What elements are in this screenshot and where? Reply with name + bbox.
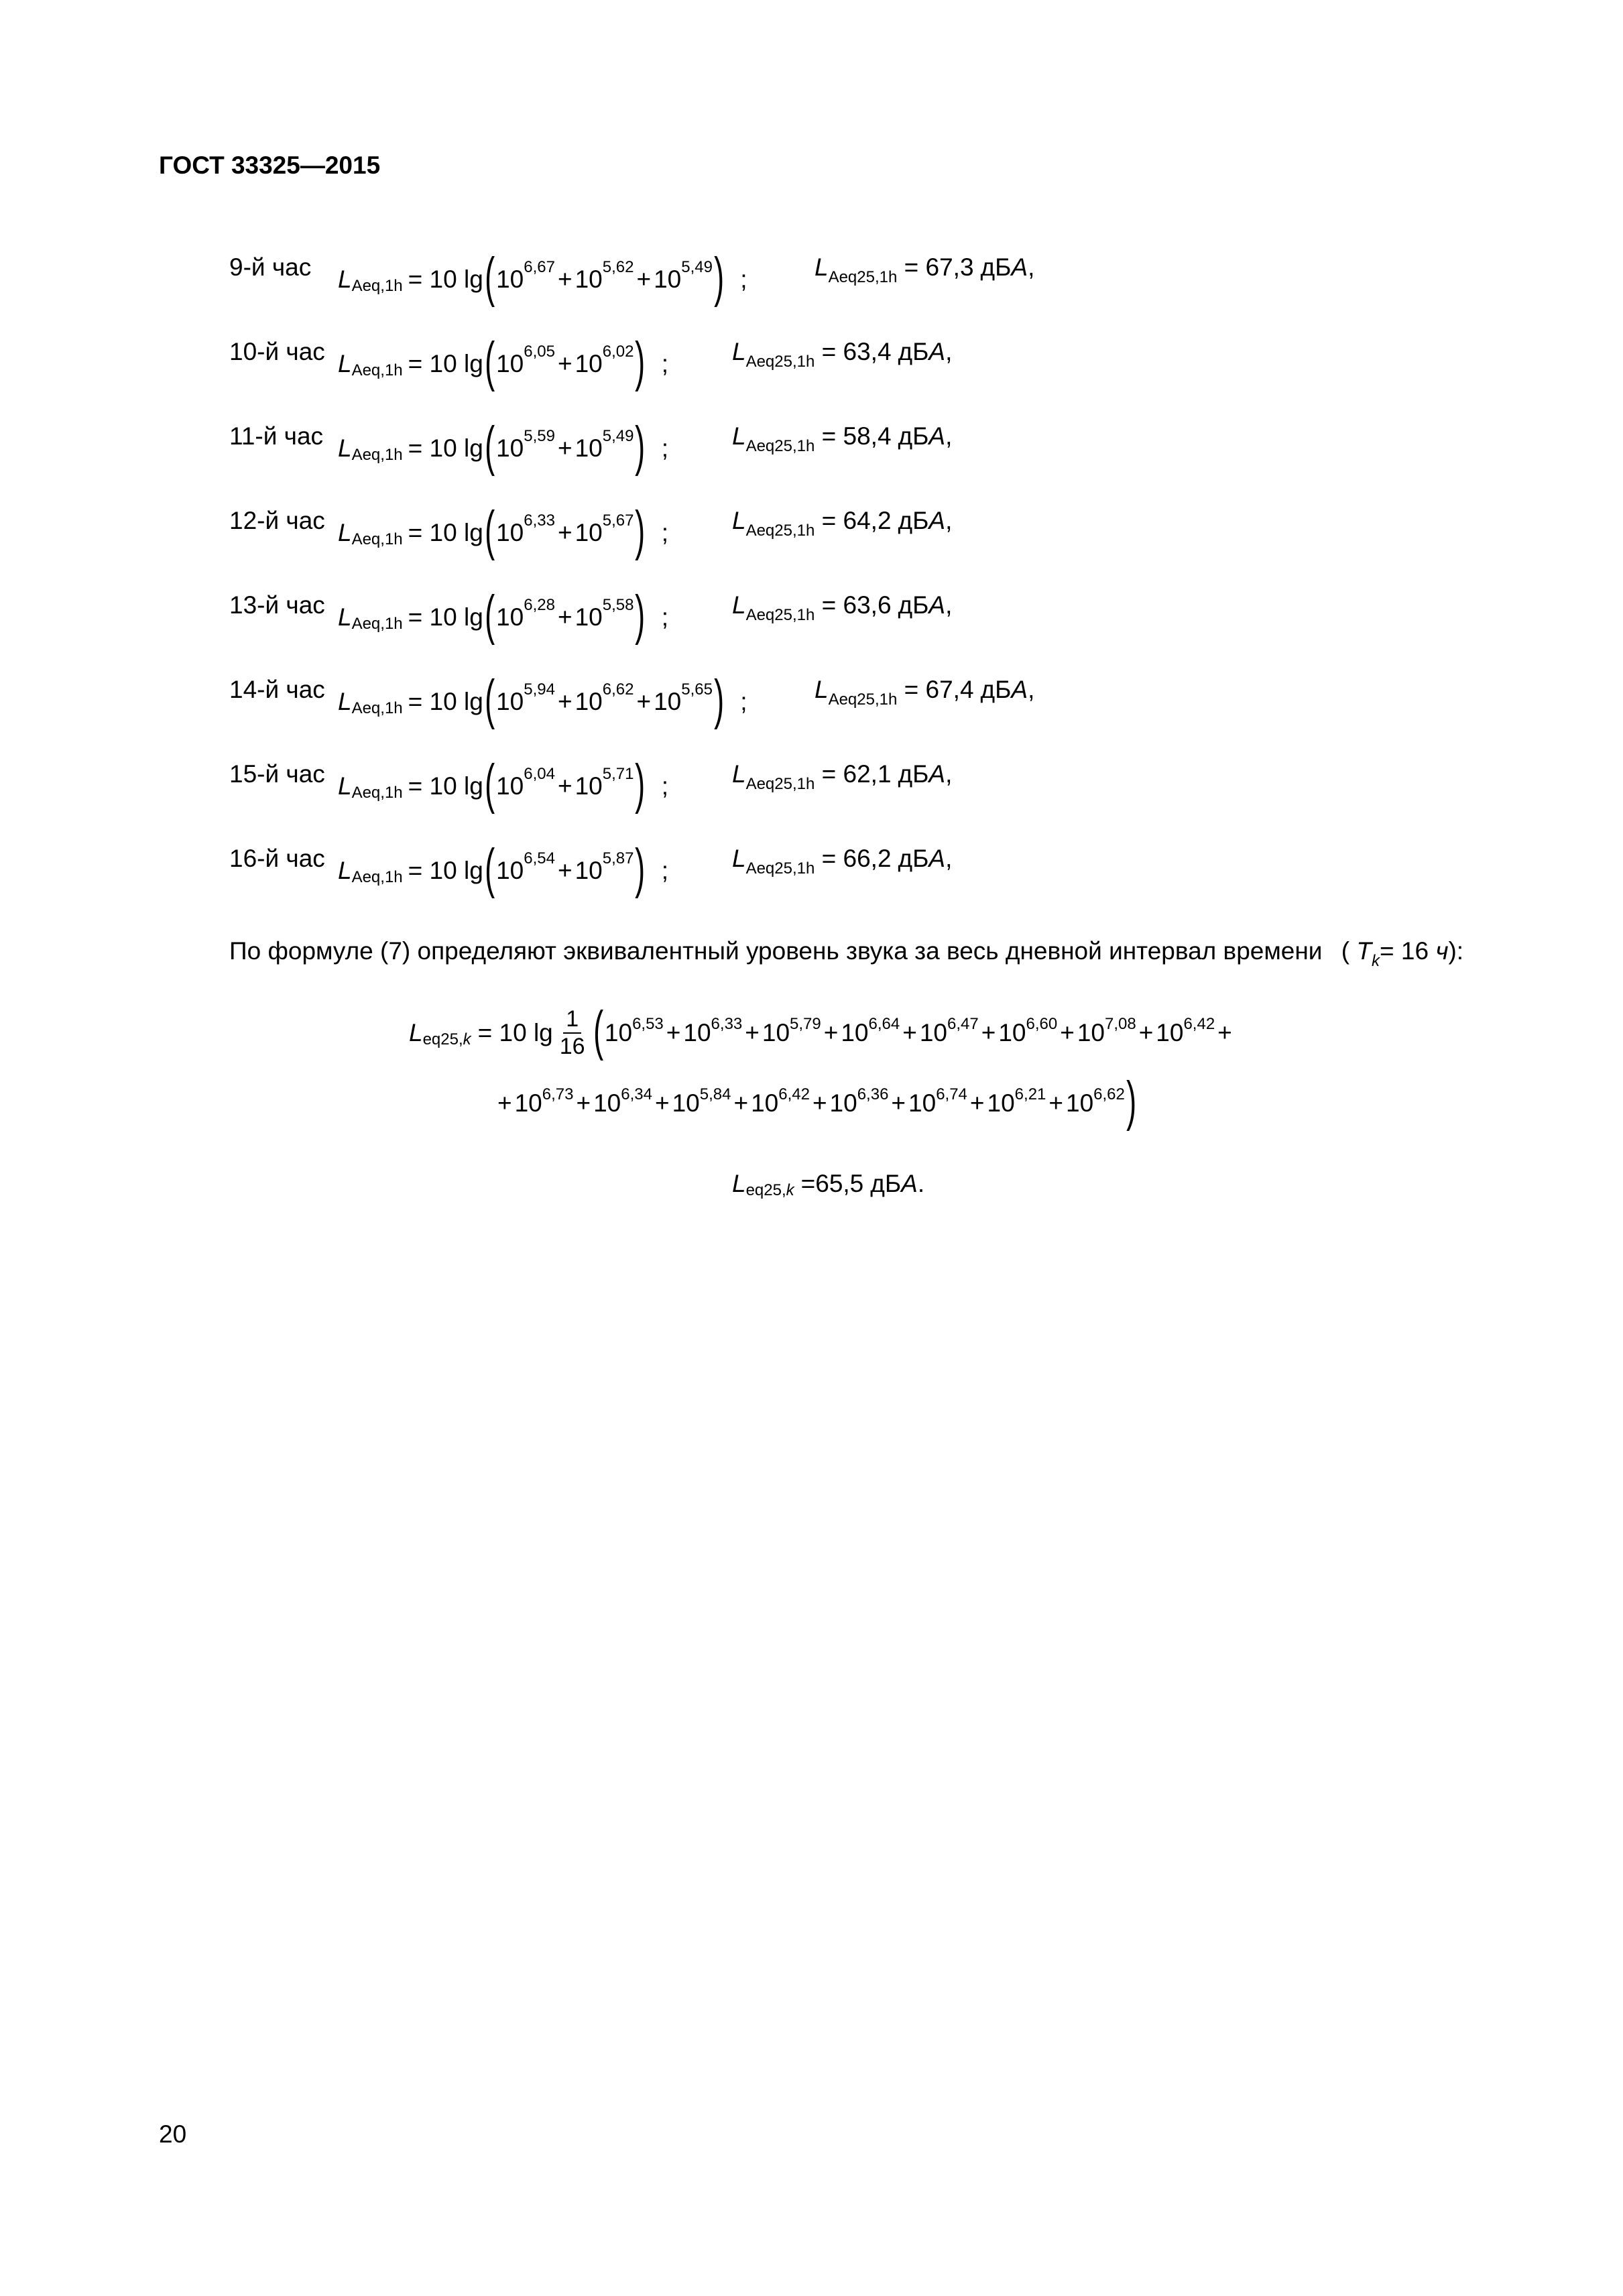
power-exponent: 6,36: [857, 1085, 889, 1103]
result: [732, 338, 953, 371]
plus-sign: +: [557, 350, 573, 377]
power-base: 10: [514, 1089, 542, 1117]
power-exponent: 5,49: [602, 427, 634, 445]
result-value: 63,4: [843, 338, 892, 365]
equals-prefix: = 10 lg: [408, 772, 483, 800]
result-unit-italic: A: [1011, 676, 1028, 703]
open-paren: (: [484, 753, 495, 814]
result: [732, 591, 953, 624]
result-sub: Aeq25,1h: [745, 437, 815, 455]
result-unit: дБ: [980, 676, 1012, 703]
result-unit-italic: A: [928, 760, 946, 788]
result-unit-italic: A: [928, 338, 946, 365]
plus-sign: +: [557, 265, 573, 293]
lhs-symbol: L: [338, 857, 352, 884]
hour-label: 13-й час: [229, 591, 325, 619]
result-sub: Aeq25,1h: [745, 859, 815, 878]
plus-sign: +: [636, 688, 652, 715]
result: [732, 507, 953, 540]
separator: ;: [740, 688, 747, 715]
power-base: 10: [575, 519, 603, 546]
power-base: 10: [672, 1089, 700, 1117]
result-trail: ,: [945, 845, 953, 872]
power-base: 10: [496, 688, 524, 715]
result-symbol: L: [732, 591, 746, 619]
power-exponent: 5,65: [681, 680, 713, 699]
result-equals: =: [800, 1170, 816, 1197]
hour-label: 10-й час: [229, 338, 325, 365]
final-line1-terms: [604, 1015, 1235, 1047]
power-base: 10: [829, 1089, 857, 1117]
equation: [338, 753, 669, 817]
open-paren: (: [593, 1000, 603, 1061]
hour-label: 9-й час: [229, 253, 312, 281]
power-exponent: 6,33: [524, 511, 555, 530]
lhs-symbol: L: [338, 265, 352, 293]
lhs-sub: Aeq,1h: [351, 699, 403, 717]
lhs-sub: Aeq,1h: [351, 615, 403, 633]
open-paren: (: [484, 500, 495, 561]
result-trail: ,: [1028, 253, 1035, 281]
power-base: 10: [496, 265, 524, 293]
power-base: 10: [998, 1019, 1026, 1046]
result-sub-italic: k: [786, 1181, 794, 1199]
power-base: 10: [496, 519, 524, 546]
final-lhs-symbol: L: [409, 1019, 423, 1046]
result-value: 67,3: [925, 253, 974, 281]
equation: [338, 500, 669, 563]
result-equals: =: [897, 676, 926, 703]
power-base: 10: [496, 350, 524, 377]
result-unit: дБ: [898, 422, 929, 450]
tk-sub: k: [1371, 952, 1380, 970]
power-exponent: 6,42: [778, 1085, 810, 1103]
final-result: [732, 1170, 924, 1198]
equals-prefix: = 10 lg: [408, 434, 483, 462]
plus-sign: +: [812, 1089, 827, 1117]
result-symbol: L: [732, 507, 746, 534]
power-base: 10: [604, 1019, 633, 1046]
separator: ;: [661, 772, 669, 800]
result-sub: Aeq25,1h: [745, 775, 815, 793]
result-sub: Aeq25,1h: [745, 353, 815, 371]
power-exponent: 6,53: [632, 1015, 664, 1033]
equation: [338, 587, 668, 648]
lhs-sub: Aeq,1h: [351, 446, 403, 464]
power-base: 10: [919, 1019, 947, 1046]
power-base: 10: [575, 772, 603, 800]
close-paren: ): [714, 247, 725, 308]
lhs-symbol: L: [338, 688, 352, 715]
result-sub: Aeq25,1h: [745, 606, 815, 624]
fraction-numerator: 1: [563, 1006, 581, 1034]
power-base: 10: [762, 1019, 790, 1046]
power-base: 10: [751, 1089, 779, 1117]
power-base: 10: [1066, 1089, 1094, 1117]
close-paren: ): [635, 585, 646, 646]
power-exponent: 6,34: [621, 1085, 652, 1103]
result-unit-italic: A: [928, 591, 946, 619]
power-exponent: 6,62: [602, 680, 634, 699]
power-exponent: 5,49: [681, 258, 713, 276]
power-exponent: 5,59: [524, 427, 555, 445]
separator: ;: [661, 603, 669, 631]
power-exponent: 5,58: [602, 596, 634, 614]
result-sub: Aeq25,1h: [745, 522, 815, 540]
equals-prefix: = 10 lg: [408, 350, 483, 377]
separator: ;: [661, 350, 669, 377]
lhs-sub: Aeq,1h: [351, 868, 403, 886]
result-value: 65,5: [815, 1170, 864, 1197]
result-value: 64,2: [843, 507, 892, 534]
result-equals: =: [815, 507, 843, 534]
power-base: 10: [654, 265, 682, 293]
plus-sign: +: [1217, 1019, 1232, 1046]
plus-sign: +: [981, 1019, 996, 1046]
result: [732, 760, 953, 793]
open-paren: (: [484, 838, 495, 899]
lhs-sub: Aeq,1h: [351, 784, 403, 802]
result-unit-italic: A: [901, 1170, 918, 1197]
power-exponent: 5,79: [790, 1015, 821, 1033]
power-base: 10: [496, 772, 524, 800]
close-paren: ): [635, 331, 646, 392]
result-symbol: L: [732, 760, 746, 788]
power-exponent: 5,87: [602, 849, 634, 867]
result-unit: дБ: [980, 253, 1012, 281]
document-header: ГОСТ 33325—2015: [159, 152, 381, 179]
power-exponent: 6,02: [602, 343, 634, 361]
fraction-denominator: 16: [559, 1034, 585, 1059]
lhs-symbol: L: [338, 350, 352, 377]
hour-label: 15-й час: [229, 760, 325, 788]
power-exponent: 6,33: [711, 1015, 743, 1033]
close-paren: ): [635, 753, 646, 814]
result-trail: ,: [945, 507, 953, 534]
open-paren: (: [484, 585, 495, 646]
close-paren: ): [635, 416, 646, 477]
power-base: 10: [496, 857, 524, 884]
result: [732, 422, 953, 455]
result-symbol: L: [815, 253, 829, 281]
tk-symbol: T: [1356, 937, 1372, 965]
power-exponent: 6,54: [524, 849, 555, 867]
plus-sign: +: [557, 603, 573, 631]
hour-label: 12-й час: [229, 507, 325, 534]
result: [815, 253, 1035, 286]
lhs-sub: Aeq,1h: [351, 277, 403, 295]
plus-sign: +: [1138, 1019, 1154, 1046]
lhs-symbol: L: [338, 603, 352, 631]
separator: ;: [661, 519, 669, 546]
result-unit: дБ: [898, 338, 929, 365]
lhs-sub: Aeq,1h: [351, 361, 403, 379]
plus-sign: +: [557, 434, 573, 462]
close-paren: ): [635, 838, 646, 899]
plus-sign: +: [654, 1089, 670, 1117]
separator: ;: [740, 265, 747, 293]
open-paren: (: [484, 416, 495, 477]
result-symbol: L: [732, 1170, 746, 1197]
result-unit: дБ: [870, 1170, 902, 1197]
power-exponent: 6,67: [524, 258, 555, 276]
result-unit: дБ: [898, 760, 929, 788]
plus-sign: +: [666, 1019, 681, 1046]
plus-sign: +: [557, 772, 573, 800]
equals-prefix: = 10 lg: [408, 857, 483, 884]
paragraph-body: По формуле (7) определяют эквивалентный уровень звука за весь дневной интервал времени: [229, 937, 1323, 965]
power-base: 10: [575, 857, 603, 884]
result-equals: =: [815, 845, 843, 872]
tk-open: (: [1341, 937, 1350, 965]
lhs-symbol: L: [338, 772, 352, 800]
result-unit: дБ: [898, 507, 929, 534]
result-equals: =: [897, 253, 926, 281]
power-exponent: 7,08: [1104, 1015, 1136, 1033]
power-exponent: 6,04: [524, 765, 555, 783]
power-exponent: 6,74: [936, 1085, 967, 1103]
open-paren: (: [484, 331, 495, 392]
power-base: 10: [1077, 1019, 1105, 1046]
final-line2-terms: [495, 1085, 1125, 1117]
result-symbol: L: [815, 676, 829, 703]
power-exponent: 6,64: [868, 1015, 900, 1033]
power-base: 10: [496, 603, 524, 631]
open-paren: (: [484, 247, 495, 308]
power-exponent: 6,73: [542, 1085, 574, 1103]
power-exponent: 6,60: [1026, 1015, 1058, 1033]
power-exponent: 5,67: [602, 511, 634, 530]
power-base: 10: [496, 434, 524, 462]
page-number: 20: [159, 2120, 187, 2148]
equals-prefix: = 10 lg: [408, 519, 483, 546]
power-exponent: 6,62: [1093, 1085, 1125, 1103]
plus-sign: +: [1060, 1019, 1075, 1046]
power-exponent: 6,42: [1183, 1015, 1215, 1033]
hour-label: 14-й час: [229, 676, 325, 703]
result-value: 66,2: [843, 845, 892, 872]
result-unit-italic: A: [928, 507, 946, 534]
equals-prefix: = 10 lg: [408, 688, 483, 715]
tk-unit: ч: [1435, 937, 1449, 965]
separator: ;: [661, 434, 669, 462]
final-equation-line-1: [409, 1000, 1235, 1061]
open-paren: (: [484, 669, 495, 730]
power-base: 10: [987, 1089, 1015, 1117]
result-value: 67,4: [925, 676, 974, 703]
power-exponent: 5,62: [602, 258, 634, 276]
result-unit: дБ: [898, 591, 929, 619]
power-exponent: 5,94: [524, 680, 555, 699]
power-base: 10: [1156, 1019, 1184, 1046]
power-base: 10: [575, 265, 603, 293]
tk-eq: = 16: [1379, 937, 1429, 965]
result-trail: ,: [945, 591, 953, 619]
power-exponent: 5,84: [699, 1085, 731, 1103]
plus-sign: +: [636, 265, 652, 293]
result-unit-italic: A: [928, 422, 946, 450]
power-exponent: 6,05: [524, 343, 555, 361]
result-equals: =: [815, 760, 843, 788]
power-base: 10: [683, 1019, 711, 1046]
plus-sign: +: [733, 1089, 749, 1117]
plus-sign: +: [497, 1089, 512, 1117]
result-symbol: L: [732, 845, 746, 872]
result: [815, 676, 1035, 709]
result: [732, 845, 953, 878]
plus-sign: +: [902, 1019, 917, 1046]
power-exponent: 6,21: [1014, 1085, 1046, 1103]
equals-prefix: = 10 lg: [408, 603, 483, 631]
final-lhs-sub: [423, 1030, 471, 1049]
plus-sign: +: [1048, 1089, 1063, 1117]
power-base: 10: [593, 1089, 621, 1117]
plus-sign: +: [557, 857, 573, 884]
power-exponent: 6,28: [524, 596, 555, 614]
result-symbol: L: [732, 422, 746, 450]
equation: [338, 249, 747, 310]
result-value: 62,1: [843, 760, 892, 788]
result-trail: .: [917, 1170, 925, 1197]
result-trail: ,: [1028, 676, 1035, 703]
plus-sign: +: [557, 519, 573, 546]
result-trail: ,: [945, 422, 953, 450]
close-paren: ): [635, 500, 646, 561]
final-lhs-sub-text: eq25,: [422, 1030, 463, 1048]
result-sub: Aeq25,1h: [828, 690, 898, 709]
result-sub: Aeq25,1h: [828, 268, 898, 286]
power-base: 10: [575, 434, 603, 462]
result-equals: =: [815, 591, 843, 619]
equation: [338, 331, 669, 394]
plus-sign: +: [745, 1019, 760, 1046]
final-equation-line-2: [495, 1071, 1138, 1132]
equation: [338, 838, 669, 901]
result-sub-text: eq25,: [745, 1181, 786, 1199]
plus-sign: +: [891, 1089, 906, 1117]
power-base: 10: [841, 1019, 869, 1046]
final-equals: = 10 lg: [477, 1019, 553, 1046]
plus-sign: +: [969, 1089, 985, 1117]
lhs-symbol: L: [338, 434, 352, 462]
close-paren: ): [714, 669, 725, 730]
result-value: 58,4: [843, 422, 892, 450]
power-exponent: 5,71: [602, 765, 634, 783]
power-exponent: 6,47: [947, 1015, 979, 1033]
tk-close: ):: [1448, 937, 1464, 965]
result-value: 63,6: [843, 591, 892, 619]
power-base: 10: [575, 603, 603, 631]
close-paren: ): [1126, 1071, 1137, 1132]
result-unit: дБ: [898, 845, 929, 872]
result-trail: ,: [945, 338, 953, 365]
power-base: 10: [575, 688, 603, 715]
power-base: 10: [908, 1089, 937, 1117]
power-base: 10: [654, 688, 682, 715]
result-sub: [746, 1181, 794, 1200]
plus-sign: +: [576, 1089, 591, 1117]
lhs-symbol: L: [338, 519, 352, 546]
equation: [338, 669, 747, 732]
plus-sign: +: [557, 688, 573, 715]
hour-label: 11-й час: [229, 422, 324, 450]
final-lhs-sub-italic: k: [463, 1030, 471, 1048]
lhs-sub: Aeq,1h: [351, 530, 403, 548]
result-unit-italic: A: [928, 845, 946, 872]
equation: [338, 418, 668, 479]
separator: ;: [661, 857, 669, 884]
result-trail: ,: [945, 760, 953, 788]
plus-sign: +: [823, 1019, 839, 1046]
equals-prefix: = 10 lg: [408, 265, 483, 293]
final-fraction: [560, 1006, 585, 1060]
result-unit-italic: A: [1011, 253, 1028, 281]
result-equals: =: [815, 338, 843, 365]
hour-label: 16-й час: [229, 845, 325, 872]
result-symbol: L: [732, 338, 746, 365]
paragraph-text: [229, 937, 1464, 970]
power-base: 10: [575, 350, 603, 377]
result-equals: =: [815, 422, 843, 450]
